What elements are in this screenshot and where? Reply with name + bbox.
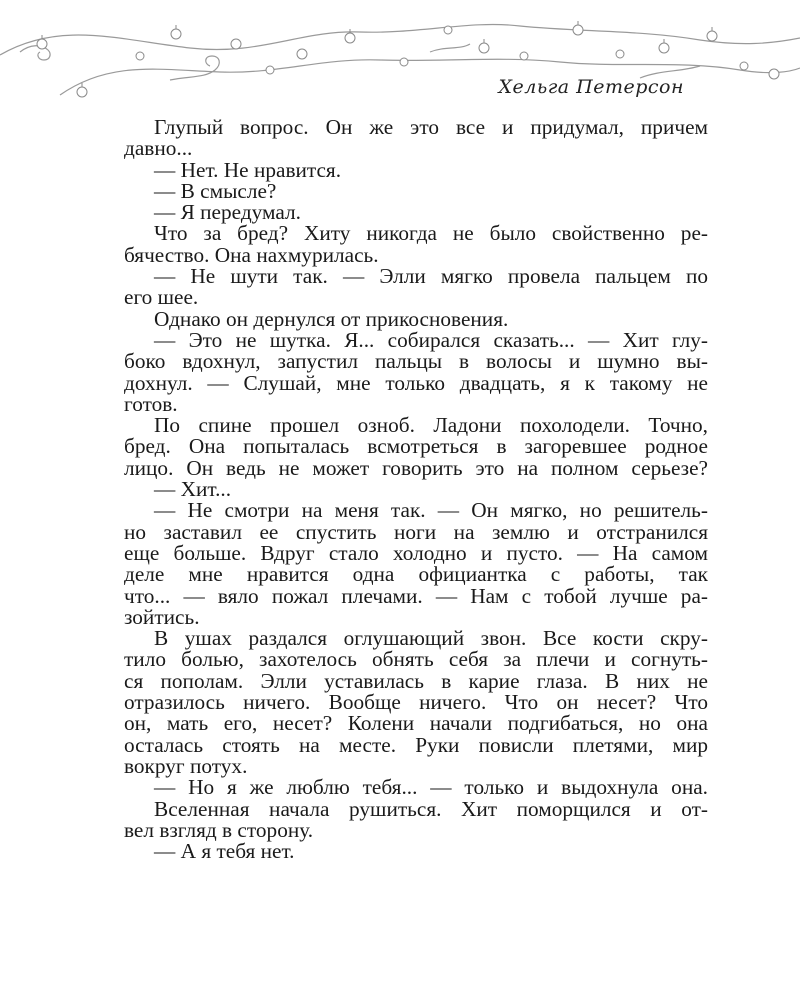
text-line: вокруг потух. xyxy=(124,753,248,778)
text-line: — Нет. Не нравится. xyxy=(154,157,342,182)
text-line: деле мне нравится одна официантка с работы, так xyxy=(124,562,708,587)
text-line: — Но я же люблю тебя... — только и выдохнула она. xyxy=(154,775,708,800)
text-line: лицо. Он ведь не может говорить это на полном серьезе? xyxy=(124,455,708,480)
text-line: готов. xyxy=(124,391,178,416)
text-line: еще больше. Вдруг стало холодно и пусто. — На самом xyxy=(124,540,708,565)
text-line: В ушах раздался оглушающий звон. Все кости скру- xyxy=(154,626,708,651)
text-line: что... — вяло пожал плечами. — Нам с тобой лучше ра- xyxy=(124,583,708,608)
text-line: бячество. Она нахмурилась. xyxy=(124,242,379,267)
text-line: — Не шути так. — Элли мягко провела пальцем по xyxy=(154,264,708,289)
text-line: отразилось ничего. Вообще ничего. Что он несет? Что xyxy=(124,690,708,715)
author-name: Хельга Петерсон xyxy=(498,76,684,98)
text-line: Что за бред? Хиту никогда не было свойственно ре- xyxy=(154,221,708,246)
text-line: давно... xyxy=(124,136,193,161)
text-line: вел взгляд в сторону. xyxy=(124,817,314,842)
text-line: ся пополам. Элли уставилась в карие глаза. В них не xyxy=(124,668,708,693)
text-line: его шее. xyxy=(124,285,199,310)
text-line: — Это не шутка. Я... собирался сказать... — Хит глу- xyxy=(154,327,708,352)
text-line: Однако он дернулся от прикосновения. xyxy=(154,306,509,331)
text-line: Глупый вопрос. Он же это все и придумал, причем xyxy=(154,115,708,139)
text-line: — А я тебя нет. xyxy=(154,839,295,864)
text-line: — В смысле? xyxy=(154,178,277,203)
text-line: он, мать его, несет? Колени начали подгибаться, но она xyxy=(124,711,708,736)
text-line: тило болью, захотелось обнять себя за плечи и согнуть- xyxy=(124,647,708,672)
text-line: По спине прошел озноб. Ладони похолодели. Точно, xyxy=(154,413,708,438)
text-line: — Хит... xyxy=(154,477,232,502)
text-line: осталась стоять на месте. Руки повисли плетями, мир xyxy=(124,732,708,757)
text-line: бред. Она попыталась всмотреться в загоревшее родное xyxy=(124,434,708,459)
text-line: — Не смотри на меня так. — Он мягко, но решитель- xyxy=(154,498,708,523)
body-text xyxy=(124,117,708,862)
text-line: Вселенная начала рушиться. Хит поморщился и от- xyxy=(154,796,708,821)
text-line: дохнул. — Слушай, мне только двадцать, я к такому не xyxy=(124,370,708,395)
text-line: боко вдохнул, запустил пальцы в волосы и шумно вы- xyxy=(124,349,708,374)
text-line: но заставил ее спустить ноги на землю и отстранился xyxy=(124,519,708,544)
text-line: зойтись. xyxy=(124,604,200,629)
text-line: — Я передумал. xyxy=(154,200,301,225)
